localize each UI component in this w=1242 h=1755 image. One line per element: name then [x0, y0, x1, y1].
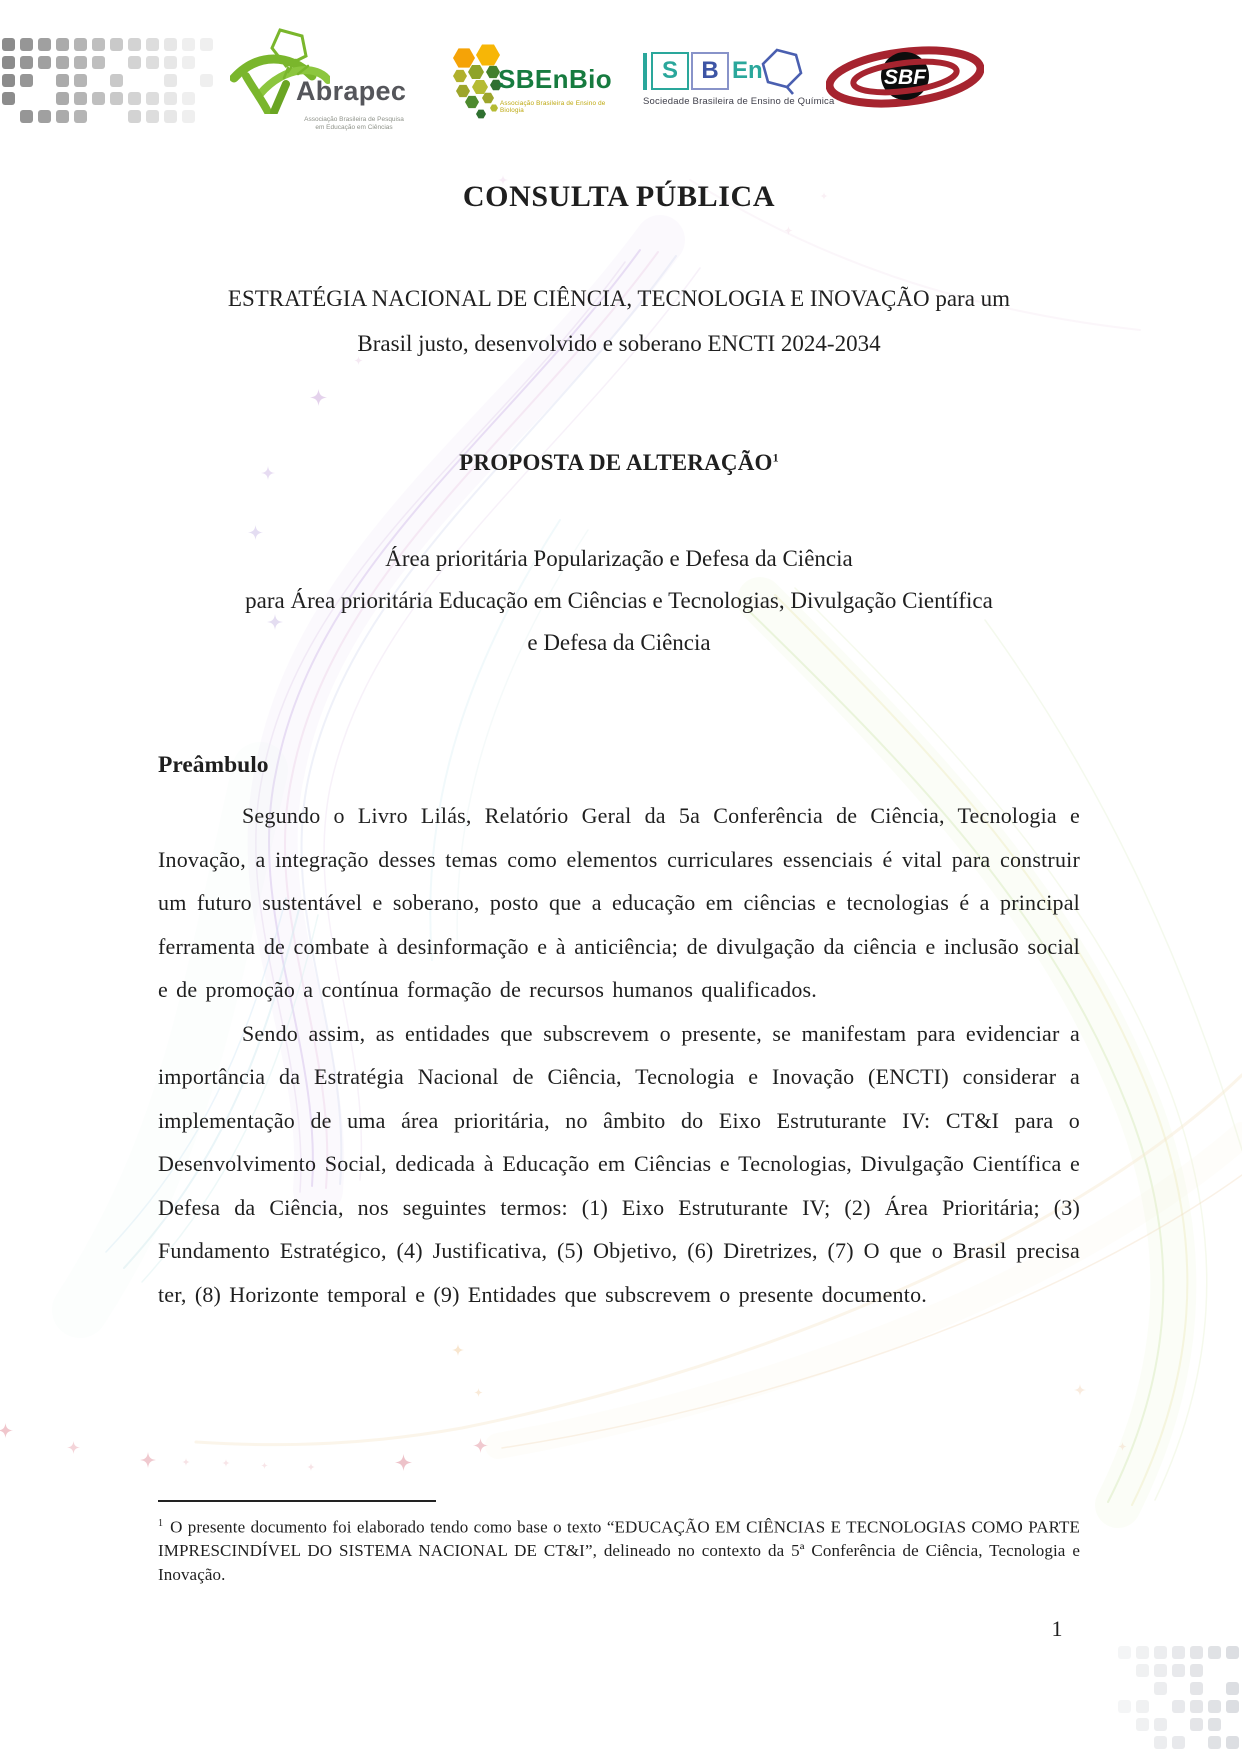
decor-square [182, 38, 195, 51]
decor-square [164, 56, 177, 69]
sbenq-bar-icon [643, 53, 647, 90]
sbenbio-hexagons-icon [448, 44, 504, 124]
footnote-separator-rule [158, 1500, 436, 1502]
decor-square [56, 110, 69, 123]
document-subtitle [158, 276, 1080, 366]
sbenq-element-box-b: B [691, 52, 729, 90]
logo-sbenbio [448, 44, 626, 126]
decor-square [1226, 1646, 1239, 1659]
sparkle-icon [222, 1459, 230, 1467]
sbenbio-wordmark: SBEnBio [498, 64, 613, 94]
decor-square [38, 38, 51, 51]
decor-square [74, 110, 87, 123]
logo-sbenq [643, 50, 848, 112]
decor-square [2, 38, 15, 51]
decor-square [128, 92, 141, 105]
body-text [158, 794, 1080, 1316]
decor-square [56, 38, 69, 51]
decor-square [92, 92, 105, 105]
decor-square [2, 92, 15, 105]
decor-square [1208, 1718, 1221, 1731]
sbenq-en-letters: En [732, 57, 763, 84]
sbf-orbit-icon [826, 45, 984, 109]
sparkle-icon [1118, 1442, 1127, 1451]
decor-square [38, 110, 51, 123]
sparkle-icon [474, 1388, 483, 1397]
decor-square [1226, 1736, 1239, 1749]
decor-square [146, 110, 159, 123]
sparkle-icon [473, 1438, 488, 1453]
decor-square [128, 56, 141, 69]
decor-square [110, 38, 123, 51]
paragraph-1: Segundo o Livro Lilás, Relatório Geral da 5a Conferência de Ciência, Tecnologia e Inovação, a integração desses temas como elementos curriculares essenciais é vital para construir um futuro sustentável e soberano, posto que a educação em ciências e tecnologias é a principal ferramenta de combate à desinformação e à anticiência; de divulgação da ciência e inclusão social e de promoção a contínua formação de recursos humanos qualificados. [158, 803, 1080, 1002]
decor-square [2, 74, 15, 87]
sparkle-icon [261, 1462, 268, 1469]
decor-square [128, 110, 141, 123]
sparkle-icon [452, 1344, 464, 1356]
change-line-3: e Defesa da Ciência [527, 630, 711, 655]
sparkle-icon [784, 226, 793, 235]
decor-square [1154, 1718, 1167, 1731]
sparkle-icon [0, 1423, 13, 1438]
decor-square [146, 38, 159, 51]
decor-square [1118, 1646, 1131, 1659]
decor-square [164, 92, 177, 105]
page-number: 1 [1051, 1616, 1063, 1641]
sparkle-icon [1074, 1384, 1086, 1396]
decor-square [1208, 1700, 1221, 1713]
decor-square [110, 74, 123, 87]
decor-square [56, 74, 69, 87]
decor-square [164, 38, 177, 51]
decor-square [1190, 1646, 1203, 1659]
decor-square [2, 56, 15, 69]
decor-square [182, 110, 195, 123]
sbf-wordmark: SBF [884, 66, 926, 89]
decor-square [74, 38, 87, 51]
subtitle-line-2: Brasil justo, desenvolvido e soberano ENCTI 2024-2034 [357, 331, 881, 356]
decor-square [1172, 1664, 1185, 1677]
decor-square [1190, 1718, 1203, 1731]
decor-square [1190, 1700, 1203, 1713]
decor-square [200, 38, 213, 51]
decor-square [56, 56, 69, 69]
logo-sbf [826, 45, 984, 109]
sparkle-icon [140, 1452, 156, 1468]
decor-square [92, 38, 105, 51]
decor-square [1154, 1682, 1167, 1695]
decor-square [128, 38, 141, 51]
decor-square [200, 74, 213, 87]
sbenq-benzene-icon [757, 46, 807, 96]
footnote-text: O presente documento foi elaborado tendo como base o texto “EDUCAÇÃO EM CIÊNCIAS E TECNOLOGIAS COMO PARTE IMPRESCINDÍVEL DO SISTEMA NACIONAL DE CT&I”, delineado no contexto da 5ª Conferência de Ciência, Tecnologia e Inovação. [158, 1517, 1080, 1584]
change-description [158, 538, 1080, 664]
decor-square [146, 92, 159, 105]
decor-square [182, 56, 195, 69]
decor-square [20, 38, 33, 51]
abrapec-tagline: Associação Brasileira de Pesquisa em Educação em Ciências [304, 116, 404, 131]
change-line-1: Área prioritária Popularização e Defesa da Ciência [385, 546, 853, 571]
decor-square [1136, 1700, 1149, 1713]
decor-square [1154, 1664, 1167, 1677]
change-line-2: para Área prioritária Educação em Ciências e Tecnologias, Divulgação Científica [245, 588, 993, 613]
decor-square [1190, 1682, 1203, 1695]
decor-square [1226, 1700, 1239, 1713]
decor-square [164, 110, 177, 123]
decor-square [1136, 1718, 1149, 1731]
decor-square [20, 74, 33, 87]
decor-square [1118, 1700, 1131, 1713]
decor-square [146, 56, 159, 69]
decor-square [1172, 1700, 1185, 1713]
paragraph-2: Sendo assim, as entidades que subscrevem o presente, se manifestam para evidenciar a importância da Estratégia Nacional de Ciência, Tecnologia e Inovação (ENCTI) considerar a implementação de uma área prioritária, no âmbito do Eixo Estruturante IV: CT&I para o Desenvolvimento Social, dedicada à Educação em Ciências e Tecnologias, Divulgação Científica e Defesa da Ciência, nos seguintes termos: (1) Eixo Estruturante IV; (2) Área Prioritária; (3) Fundamento Estratégico, (4) Justificativa, (5) Objetivo, (6) Diretrizes, (7) O que o Brasil precisa ter, (8) Horizonte temporal e (9) Entidades que subscrevem o presente documento. [158, 1020, 1080, 1307]
decor-square [110, 92, 123, 105]
footnote-number: 1 [158, 1518, 164, 1529]
decor-square [1154, 1736, 1167, 1749]
decor-square [1190, 1664, 1203, 1677]
decor-square [1136, 1646, 1149, 1659]
decor-square [1172, 1736, 1185, 1749]
sparkle-icon [310, 389, 327, 406]
decor-square [20, 56, 33, 69]
decor-square [74, 74, 87, 87]
footnote [158, 1512, 1080, 1586]
sparkle-icon [67, 1441, 80, 1454]
decor-square [1208, 1736, 1221, 1749]
proposal-heading: PROPOSTA DE ALTERAÇÃO$^1$ [459, 450, 779, 475]
sbenq-element-box-s: S [651, 52, 689, 90]
footnote-reference-mark: 1 [772, 450, 779, 465]
decor-square [1154, 1646, 1167, 1659]
section-heading-preambulo: Preâmbulo [158, 752, 269, 778]
decor-square [182, 92, 195, 105]
decor-square [92, 56, 105, 69]
decor-square [164, 74, 177, 87]
decor-square [1136, 1664, 1149, 1677]
sparkle-icon [182, 1458, 190, 1466]
sparkle-icon [307, 1463, 315, 1471]
logo-abrapec [230, 26, 420, 138]
decor-square [38, 56, 51, 69]
decor-square [74, 92, 87, 105]
decor-square [1208, 1646, 1221, 1659]
decor-square [1172, 1646, 1185, 1659]
sbenbio-tagline: Associação Brasileira de Ensino de Biologia [500, 100, 606, 114]
sparkle-icon [395, 1454, 412, 1471]
decor-square [20, 110, 33, 123]
abrapec-wordmark: Abrapec [296, 76, 407, 106]
sbenq-tagline: Sociedade Brasileira de Ensino de Química [643, 96, 835, 107]
subtitle-line-1: ESTRATÉGIA NACIONAL DE CIÊNCIA, TECNOLOGIA E INOVAÇÃO para um [227, 286, 1011, 311]
document-title: CONSULTA PÚBLICA [462, 180, 776, 213]
decor-square [74, 56, 87, 69]
decor-square [56, 92, 69, 105]
decor-square [1226, 1682, 1239, 1695]
